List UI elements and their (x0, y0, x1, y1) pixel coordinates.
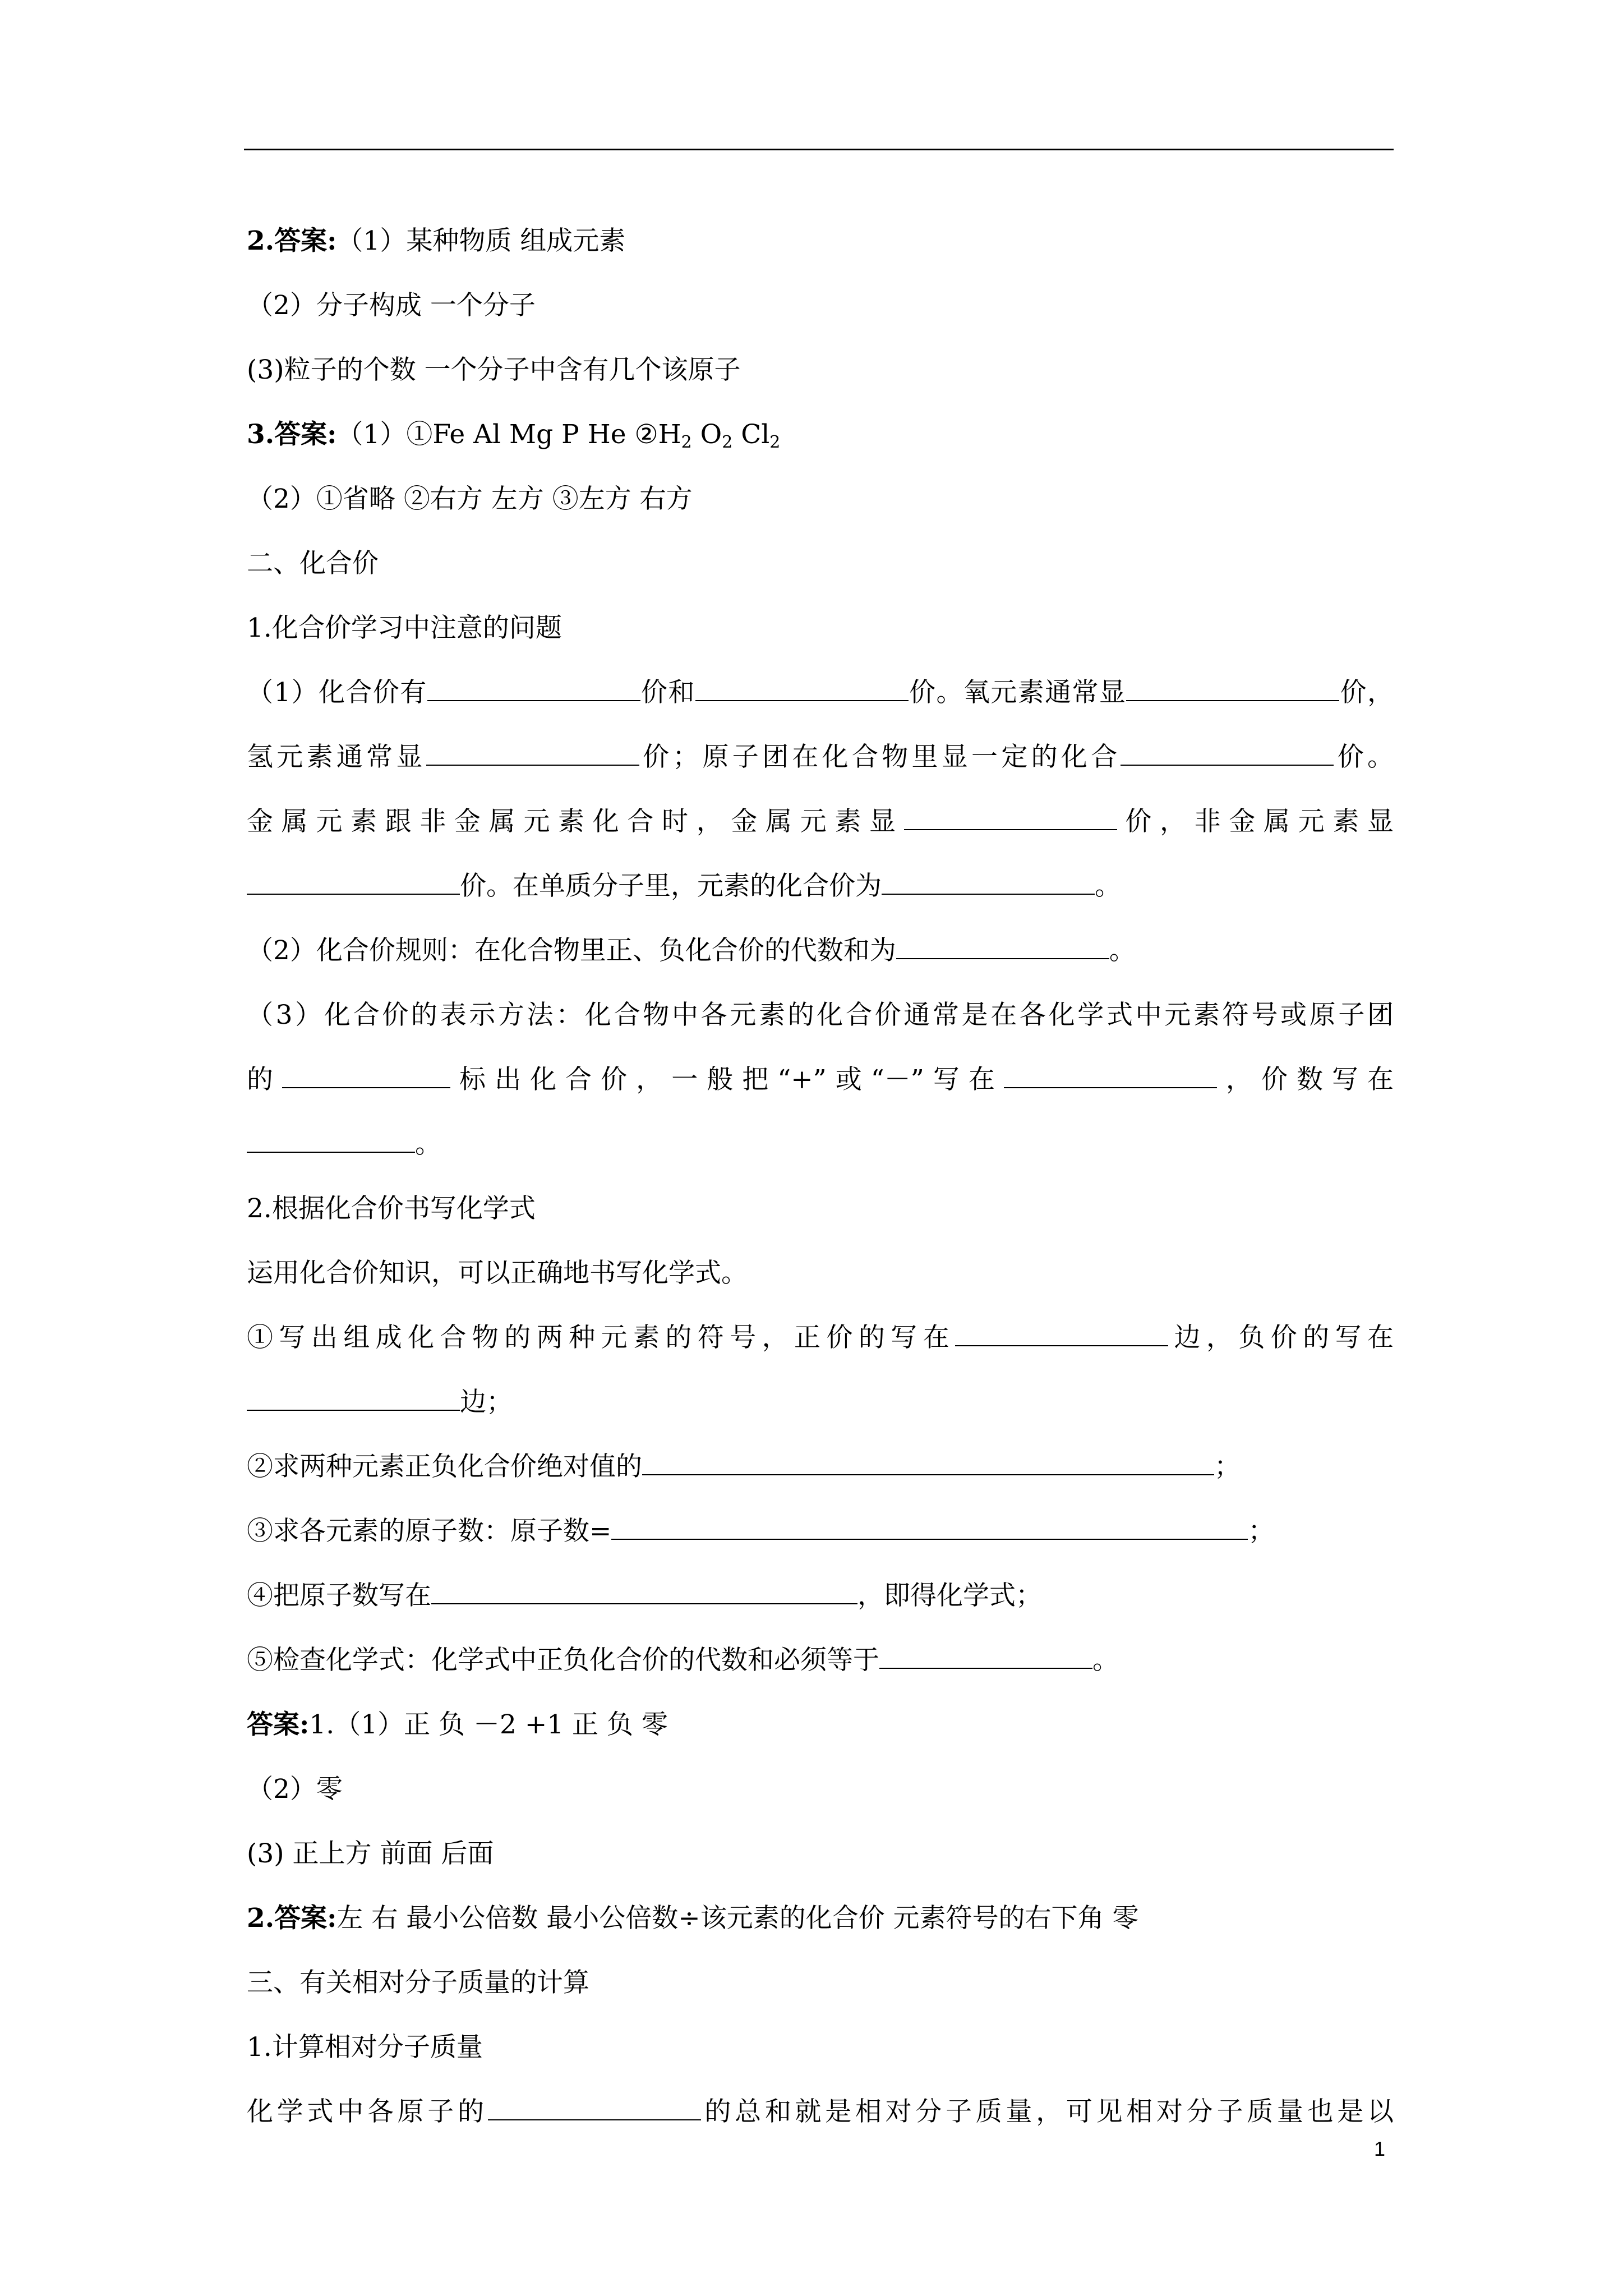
paragraph-line: 金属元素跟非金属元素化合时，金属元素显 价，非金属元素显 (247, 806, 1394, 837)
page-number: 1 (1374, 2137, 1386, 2160)
header-rule (244, 149, 1394, 150)
answer-2: 2.答案:（1）某种物质 组成元素 (247, 226, 626, 256)
blank[interactable] (431, 1583, 857, 1604)
blank[interactable] (247, 1389, 460, 1411)
blank[interactable] (282, 1067, 450, 1088)
blank[interactable] (1121, 744, 1334, 766)
section-heading-2: 二、化合价 (247, 548, 379, 579)
answer-2b: 2.答案:左 右 最小公倍数 最小公倍数÷该元素的化合价 元素符号的右下角 零 (247, 1903, 1139, 1934)
section-heading-3: 三、有关相对分子质量的计算 (247, 1967, 589, 1998)
paragraph-line: 。 (247, 1112, 1394, 1176)
answer-2-part-3: (3)粒子的个数 一个分子中含有几个该原子 (247, 355, 741, 385)
blank[interactable] (427, 680, 640, 701)
blank[interactable] (882, 873, 1095, 895)
paragraph-line: ④把原子数写在 ，即得化学式； (247, 1580, 1042, 1611)
subheading-2: 2.根据化合价书写化学式 (247, 1193, 536, 1224)
paragraph-line: 化学式中各原子的 的总和就是相对分子质量，可见相对分子质量也是以 (247, 2096, 1394, 2127)
paragraph-line: ②求两种元素正负化合价绝对值的 ； (247, 1451, 1241, 1482)
answer-3-part-2: （2）①省略 ②右方 左方 ③左方 右方 (247, 484, 693, 514)
blank[interactable] (426, 744, 639, 766)
blank[interactable] (1004, 1067, 1217, 1088)
blank[interactable] (904, 809, 1117, 830)
blank[interactable] (896, 938, 1109, 959)
paragraph-line: ⑤检查化学式：化学式中正负化合价的代数和必须等于 。 (247, 1645, 1119, 1676)
document-body (247, 209, 1394, 2144)
paragraph-line: （2）化合价规则：在化合物里正、负化合价的代数和为 。 (247, 935, 1136, 966)
paragraph-line: ①写出组成化合物的两种元素的符号，正价的写在 边，负价的写在 (247, 1322, 1394, 1353)
blank[interactable] (955, 1325, 1168, 1346)
paragraph-line: 边； (247, 1370, 1394, 1434)
blank[interactable] (642, 1454, 1214, 1475)
paragraph-line: 氢元素通常显 价；原子团在化合物里显一定的化合 价。 (247, 742, 1394, 772)
answer-1: 答案:1.（1）正 负 －2 +1 正 负 零 (247, 1709, 668, 1740)
paragraph-line: （1）化合价有 价和 价。氧元素通常显 价， (247, 677, 1394, 708)
blank[interactable] (488, 2099, 701, 2120)
answer-2-part-2: （2）分子构成 一个分子 (247, 290, 536, 321)
blank[interactable] (879, 1648, 1092, 1669)
paragraph-line: 的 标出化合价，一般把“+”或“－”写在 ，价数写在 (247, 1064, 1394, 1095)
paragraph-line: （3）化合价的表示方法：化合物中各元素的化合价通常是在各化学式中元素符号或原子团 (247, 1000, 1394, 1030)
paragraph-line: 运用化合价知识，可以正确地书写化学式。 (247, 1258, 748, 1289)
paragraph-line: 价。在单质分子里，元素的化合价为 。 (247, 854, 1394, 918)
blank[interactable] (247, 1131, 415, 1153)
blank[interactable] (1126, 680, 1339, 701)
blank[interactable] (695, 680, 909, 701)
answer-3: 3.答案:（1）①Fe Al Mg P He $②H_2$ $O_2$ $Cl_2$ (247, 419, 781, 452)
answer-1-part-3: (3) 正上方 前面 后面 (247, 1838, 494, 1869)
answer-1-part-2: （2）零 (247, 1774, 343, 1805)
blank[interactable] (247, 873, 460, 895)
subheading-3: 1.计算相对分子质量 (247, 2032, 483, 2063)
subheading-1: 1.化合价学习中注意的问题 (247, 613, 562, 643)
paragraph-line: ③求各元素的原子数：原子数= ； (247, 1516, 1275, 1547)
blank[interactable] (611, 1519, 1248, 1540)
